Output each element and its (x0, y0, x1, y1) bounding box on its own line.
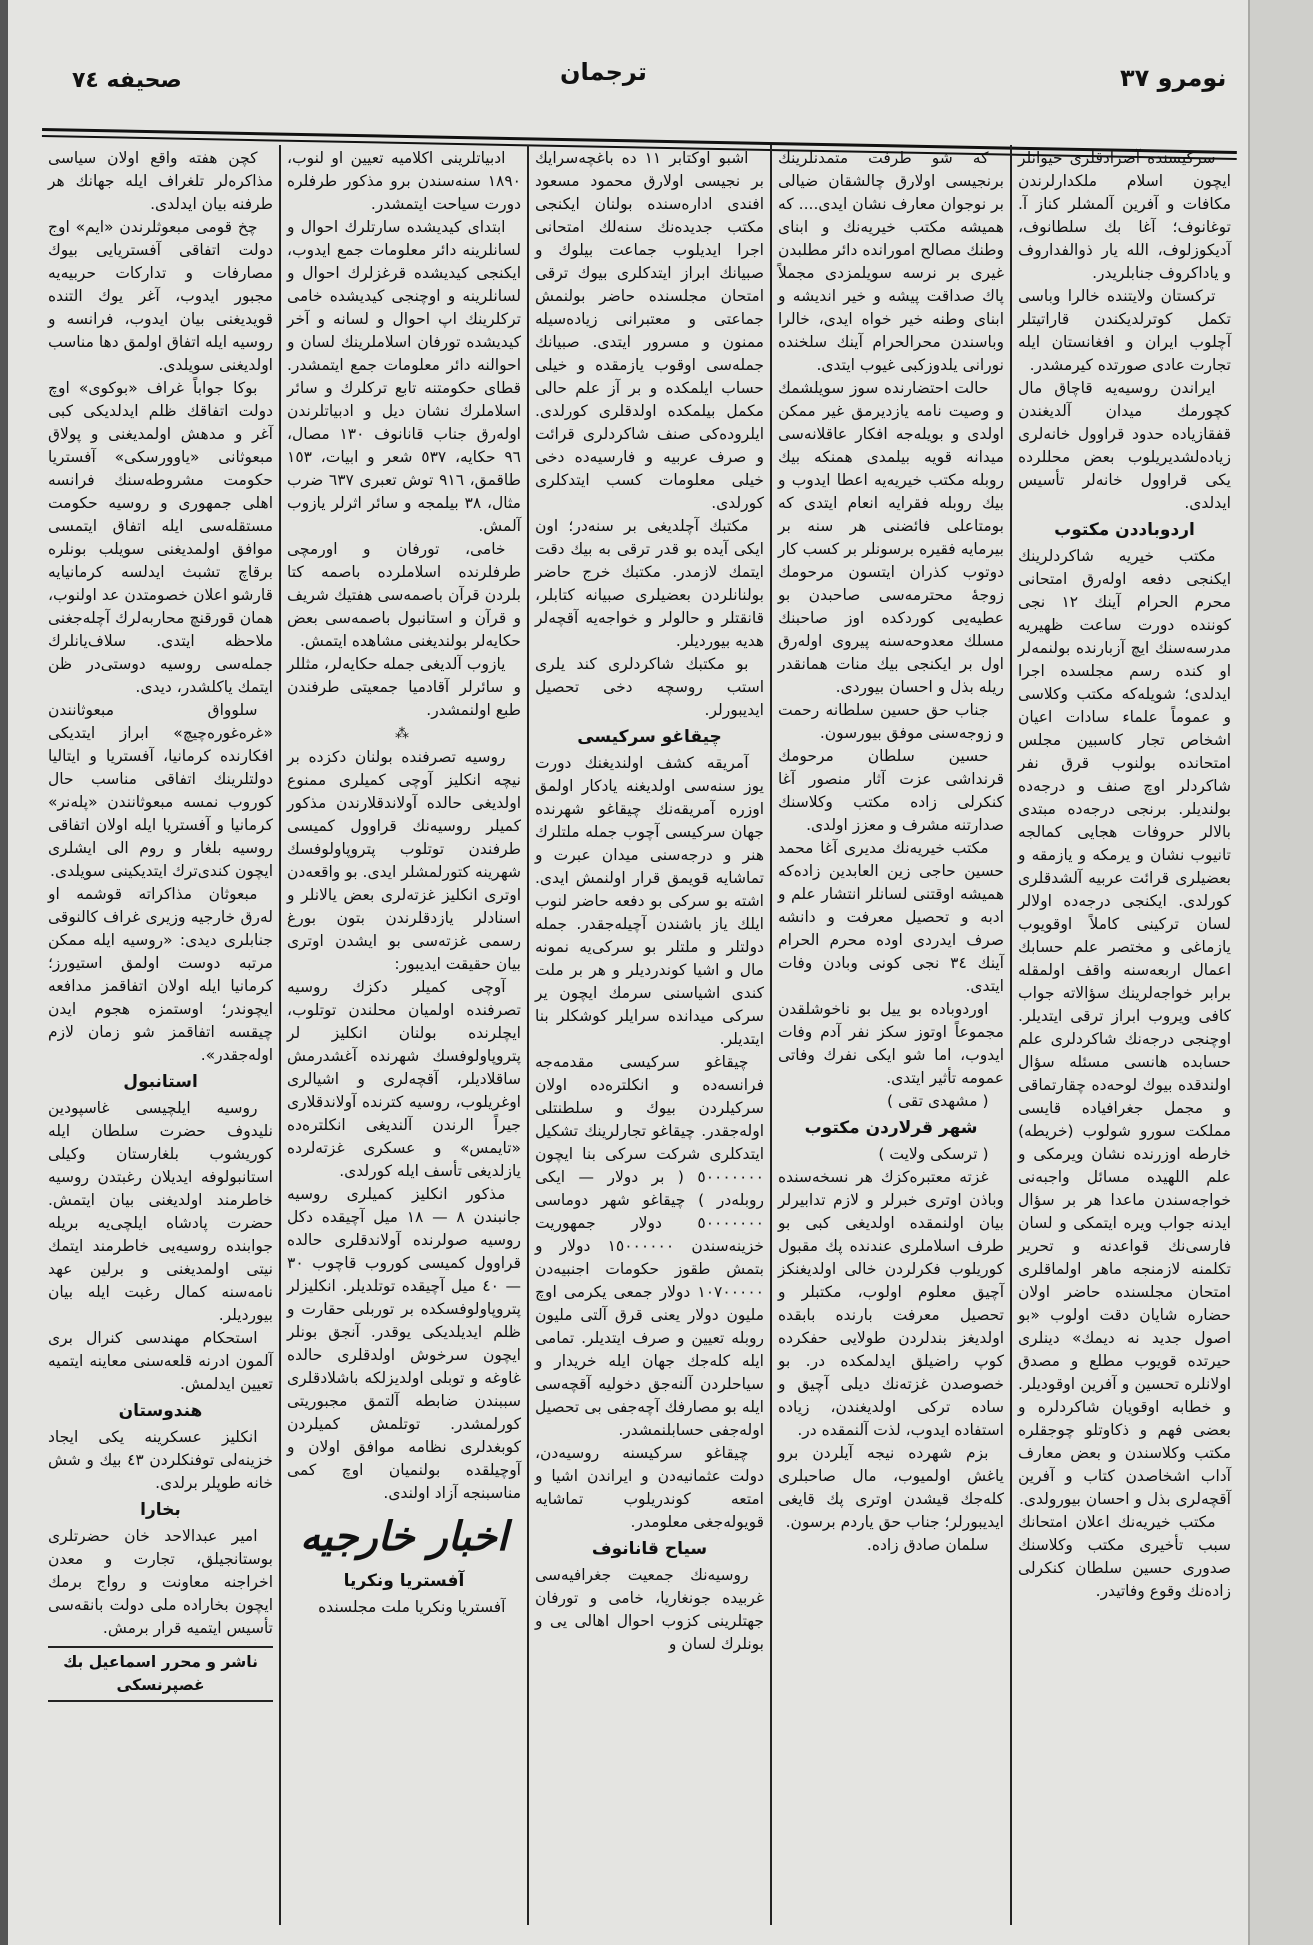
paragraph: بو مکتبك شاکردلری کند یلری استب روسچه دخی تحصیل ایدیبورلر. (535, 655, 764, 719)
column-3 (527, 145, 770, 1925)
paragraph: مکتبك آچلدیغی بر سنه‌در؛ اون ایکی آیده بو قدر ترقی به بیك دقت ایتمك لازمدر. مکتبك خرج حاضر بولنانلردن بعضیلری صبیانه کتابلر، قانقتلر و حالولر و خواجه‌یه آقچه‌لر هدیه بیوردیلر. (535, 517, 764, 650)
paragraph: آمریقه کشف اولندیغنك دورت یوز سنه‌سی اولدیغنه یادکار اولمق اوزره آمریقه‌نك چیقاغو شهرنده جهان سرکیسی آچوب جمله ملتلرك هنر و درجه‌سنی میدان عبرت و تماشایه قویمق قرار اولنمش ایدی. اشته بو سرکی بو دفعه حاضر لنوب ایلك یاز باشندن آچیله‌جقدر. جمله دولتلر و ملتلر بو سرکی‌یه نمونه مال و اشیا کوندردیلر و هر بر ملت کندی اشیاسنی سرمك ایچون یر سرکی میدانده سرایلر کوشکلر بنا ایتدیلر. (535, 754, 764, 1048)
paragraph: ادبیاتلرینی اکلامیه تعیین او لنوب، ١٨٩٠ سنه‌سندن برو مذکور طرفلره دورت سیاحت ایتمشدر. (287, 149, 521, 213)
paragraph: روسیه ایلچیسی غاسپودین نلیدوف حضرت سلطان ایله کوریشوب بلغارستان وکیلی استانبولوفه ایدیلان رغبتدن روسیه خاطرمند اولدیغنی بیان ایتمش. حضرت پادشاه ایلچی‌یه بریله جوابنده روسیه‌یی خاطرمند ایتمك نیتی اولمدیغنی و برلین عهد نامه‌سنه کمال رغبت ایله بیان بیوردیلر. (48, 1099, 273, 1324)
page-number: صحیفه ٧٤ (72, 68, 182, 93)
section-heading: هندوستان (118, 1401, 203, 1421)
section-heading: بخارا (140, 1500, 181, 1520)
section-heading: استانبول (123, 1072, 198, 1092)
paragraph: اشبو اوکتابر ١١ ده باغچه‌سرایك بر نجیسی اولارق محمود مسعود افندی اداره‌سنده بولنان ایکنجی مکتب جدیده‌نك سنه‌لك امتحانی اجرا ایدیلوب جماعت بیلوك و صبیانك ابراز ایتدکلری بیوك ترقی امتحان مجلسنده حاضر بولنمش جماعتی و معتبرانی زیاده‌سیله ممنون و مسرور ایتدی. صبیانك جمله‌سی اوقوب یازمقده و خیلی حساب ایلمکده و بر آز علم حالی مکمل بیلمکده اولدقلری کورلدی. ایلروده‌کی صنف شاکردلری قرائت و صرف عربیه و فارسیه‌ده دخی خیلی معلومات کسب ایتدکلری کورلدی. (535, 149, 764, 512)
paragraph: مکتب خیریه‌نك اعلان امتحانك سبب تأخیری مکتب وکلاسنك صدوری حسین سلطان کنکرلی زاده‌نك وقوع وفاتیدر. (1018, 1513, 1231, 1600)
paragraph: مکتب خیریه شاکردلرینك ایکنجی دفعه اوله‌رق امتحانی محرم الحرام آینك ١٢ نجی کوننده دورت ساعت ظهیریه مدرسه‌سنك ایچ آزبارنده بولنمه‌لر او کنده رسم مجلسده اجرا ایدلدی؛ شویله‌که مکتب وکلاسی و عموماً علماء سادات اعیان اشخاص تجار کاسبین مجلس امتحانده بولنوب قرق نفر شاکردلر اوچ صنف و درجه‌ده بولندیلر. برنجی درجه‌ده مبتدی بالالر حروفات هجایی کمالجه تانیوب نشان و یرمکه و یازمقه و بعضیلری قرائت عربیه آلشدقلری کورلدی. ایکنجی درجه‌ده اولالر لسان ترکینی کاملاً اوقویوب یازماغی و مختصر علم حسابك اعمال اربعه‌سنه واقف اولمقله برابر خواجه‌لرینك سؤالاته جواب کافی ویروب ابراز ترقی ایتدیلر. اوچنجی درجه‌نك شاکردلری علم حسابده هانسی مسئله سؤال اولندقده بیوك لوحه‌ده چقارتماقی و مجمل جغرافیاده قایسی مملکت سورو شولوب (خریطه) خارطه اوزرنده نشان ویرمکی و علم اللهیده مسائل واجبه‌نی خواجه‌سندن ماعدا هر بر سؤال ایدنه جواب ویره ایتمکی و لسان فارسی‌نك قواعدنه و تحریر تکلمنه لازمنجه ماهر اولماقلری امتحان مجلسنده حاضر اولان حضاره شایان دقت اولوب «بو اصول جدید نه دیمك» دینلری حیرتده قویوب مطلع و مصدق اولانلره تحسین و آفرین اوقودیلر. و خطابه اوقویان شاکردلره و بعضی فهم و ذکاوتلو چوجقلره مکتب وکلاسندن و بعض معارف آداب اشخاصدن کتاب و آفرین آقچه‌لری بذل و احسان بیورولدی. (1018, 547, 1231, 1508)
paragraph: مبعوثان مذاکراته قوشمه او له‌رق خارجیه وزیری غراف کالنوقی جنابلری دیدی: «روسیه ایله ممکن مرتبه دوست اولمق استیورز؛ کرمانیا ایله اولان اتفاقمز مدافعه ایچوندر؛ اوستمزه هجوم ایدن چیقسه اتفاقمز شو زمان لازم اوله‌جقدر». (48, 885, 273, 1064)
column-2 (770, 145, 1010, 1925)
paragraph: کچن هفته واقع اولان سیاسی مذاکره‌لر تلغراف ایله جهانك هر طرفنه بیان ایدلدی. (48, 149, 273, 213)
section-heading: آفستریا ونکریا (343, 1571, 465, 1591)
paragraph: یازوب آلدیغی جمله حکایه‌لر، مثللر و سائرلر آقادمیا جمعیتی طرفندن طبع اولنمشدر. (287, 655, 521, 719)
paragraph: سلوواق مبعوثانندن «غره‌غوره‌چیچ» ابراز ایتدیکی افکارنده کرمانیا، آفستریا و ایتالیا دولتلرینك اتفاقی مناسب حال کوروب نمسه مبعوثانندن «پله‌نر» کرمانیا و آفستریا ایله اولان اتفاقی روسیه بلغار و روم الی ایشلری ایچون کندی‌ترك ایتدیکینی سویلدی. (48, 701, 273, 880)
paragraph: بزم شهرده نیجه آیلردن برو یاغش اولمیوب، مال صاحبلری کله‌جك قیشدن اوتری پك قایغی ایدیبورلر؛ جناب حق یاردم برسون. (778, 1444, 1004, 1531)
paragraph: مکتب خیریه‌نك مدیری آغا محمد حسین حاجی زین العابدین زاده‌که همیشه اوقتنی لسانلر انتشار علم و ادبه و تحصیل معرفت و دانشه صرف ایدردی اوده محرم الحرام آینك ٣٤ نجی کونی وبادن وفات ایتدی. (778, 839, 1004, 995)
section-heading: شهر قرلاردن مکتوب (804, 1118, 978, 1138)
paragraph: که شو طرفت متمدنلرینك برنجیسی اولارق چالشقان ضیالی بر نوجوان معارف نشان ایدی.... که همیشه مکتب خیریه‌نك و ابنای وطنك مصالح امورانده دائر مطلبدن غیری بر نرسه سویلمزدی مجملاً پاك صداقت پیشه و خیر اندیشه و ابنای وطنه خیر خواه ایدی، خالرا وباسندن محرالحرام آینك سلخنده نورانی یلدوزکبی غیوب ایتدی. (778, 149, 1004, 374)
paragraph: بوکا جواباً غراف «بوکوی» اوچ دولت اتفاقك ظلم ایدلدیکی کبی آغر و مدهش اولمدیغنی و پولاق مبعوثانی «یاوورسکی» آفستریا حکومت مشروطه‌سنك فرانسه اهلی جمهوری و روسیه حکومت مستقله‌سی ایله اتفاق ایتمسی موافق اولمدیغنی سویلب بونلره برقاچ تشبث ایدلسه کرمانیایه قارشو اعلان خصومتدن عد اولنوب، همان قورقنچ محاربه‌لرك آچله‌جغنی ملاحظه ایتدی. سلاف‌یانلرك جمله‌سی روسیه دوستی‌در ظن ایتمك یاکلشدر، دیدی. (48, 379, 273, 696)
section-heading: چیقاغو سرکیسی (577, 727, 722, 747)
paragraph: جناب حق حسین سلطانه رحمت و زوجه‌سنی موفق بیورسون. (778, 701, 1004, 742)
paragraph: حسین سلطان مرحومك قرنداشی عزت آثار منصور آغا کنکرلی زاده مکتب وکلاسنك صدارتنه مشرف و معزز اولدی. (778, 747, 1004, 834)
paragraph: آوچی کمیلر دکزك روسیه تصرفنده اولمیان محلندن توتلوب، ایچلرنده بولنان انکلیز لر پتروپاولوفسك شهرنده آغشدرمش ساقلادیلر، آقچه‌لری و اشیالری اوغریلوب، روسیه کترنده آولاندقلاری جیراً الرندن آلندیغی انکلتره‌ده «تایمس» و عسکری غزته‌لرده یازلدیغی تأسف ایله کورلدی. (287, 978, 521, 1180)
section-heading: اخبار خارجیه (300, 1513, 508, 1560)
section-heading: سیاح قانانوف (591, 1539, 708, 1559)
paragraph: خامی، تورفان و اورمچی طرفلرنده اسلاملرده باصمه کتا بلردن قرآن باصمه‌سی هفتیك شریف و قرآن و استانبول باصمه‌سی بعض حکایه‌لر بولندیغنی مشاهده ایتمش. (287, 540, 521, 650)
separator: ⁂ (395, 726, 413, 742)
paragraph: انکلیز عسکرینه یکی ایجاد خزینه‌لی توفنکلردن ٤٣ بیك و شش خانه طوپلر برلدی. (48, 1428, 273, 1492)
paragraph: امیر عبدالاحد خان حضرتلری بوستانجیلق، تجارت و معدن اخراجنه معاونت و رواج برمك ایچون بخاراده ملی دولت بانقه‌سی تأسیس ایتمیه قرار برمش. (48, 1527, 273, 1637)
paragraph: حالت احتضارنده سوز سویلشمك و وصیت نامه یازدیرمق غیر ممکن اولدی و بویله‌جه افکار عاقلانه‌سی میدانه قویه بیلمدی همنکه بیك روبله مکتب خیریه‌یه اعطا ایدوب و بیك روبله فقرایه انعام ایتدی که بومتاعلی فائضنی هر سنه بر بیرمایه فقیره برسونلر بر کسب کار دوتوب کذران ایتسون مرحومك زوجهٔ محترمه‌سی صاحبدن بو عطیه‌یی کوردکده اوز صاحبنك مسلك معدوحه‌سنه پیروی اوله‌رق اول بر ایکنجی بیك منات همانقدر ریله بذل و احسان بیوردی. (778, 379, 1004, 696)
issue-number: نومرو ٣٧ (1120, 64, 1227, 92)
publisher-signature: ناشر و محرر اسماعیل بك غصپرنسکی (48, 1646, 273, 1702)
paragraph: روسیه‌نك جمعیت جغرافیه‌سی غربیده جونغاریا، خامی و تورفان جهتلرینی کزوب احوال اهالی یی و بونلرك لسان و (535, 1566, 764, 1653)
paragraph: چیقاغو سرکیسنه روسیه‌دن، دولت عثمانیه‌دن و ایراندن اشیا و امتعه کوندریلوب تماشایه قویوله‌جغی معلومدر. (535, 1444, 764, 1531)
paragraph: روسیه تصرفنده بولنان دکزده بر نیچه انکلیز آوچی کمیلری ممنوع اولدیغی حالده آولاندقلارندن مذکور کمیلر روسیه‌نك قراوول کمیسی طرفندن توتلوب پتروپاولوفسك شهرینه کتورلمشلر ایدی. بو واقعه‌دن اوتری انکلیز غزته‌لری بعض یالانلر و اسنادلر یازدقلرندن بتون بورغ رسمی غزته‌سی بو ایشدن اوتری بیان حقیقت ایدیبور: (287, 748, 521, 973)
newspaper-title: ترجمان (560, 58, 647, 86)
section-heading: اردوباددن مکتوب (1054, 520, 1195, 540)
paragraph: سرکیسنده آصرادقلری حیوانلر ایچون اسلام ملکدارلرندن مکافات و آفرین آلمشلر کناز آ. توغانوف؛ آغا بك سلطانوف، آدیکوزلوف، الله یار ذوالفداروف و یاداکروف جنابلریدر. (1018, 149, 1231, 282)
paragraph: آفستریا ونکریا ملت مجلسنده (318, 1598, 506, 1616)
paragraph: چخ قومی مبعوثلرندن «ایم» اوج دولت اتفاقی آفستریایی بیوك مصارفات و تدارکات حربیه‌یه مجبور ایدوب، آغر یوك التنده قویدیغنی بیان ایدوب، فرانسه و روسیه ایله اتفاق اولمق دها مناسب اولدیغنی سویلدی. (48, 218, 273, 374)
paragraph: اوردوباده بو ییل بو ناخوشلقدن مجموعاً اوتوز سکز نفر آدم وفات ایدوب، اما شو ایکی نفرك وفاتی عمومه تأثیر ایتدی. (778, 1000, 1004, 1087)
paragraph: غزته معتبره‌کزك هر نسخه‌سنده وباذن اوتری خبرلر و لازم تدابیرلر بیان اولنمقده اولدیغی کبی بو طرف اسلاملری عندنده پك مقبول کوریلوب فکرلردن خالی اولدیغنکز آچیق معلوم اولوب، مکتبلر و تحصیل معرفت بارنده بابقده اولدیغز بندلردن طولایی حفکرده کوپ راضیلق ایدلمکده در. بو خصوصدن غزته‌نك دیلی آچیق و ساده ترکی اولدیغندن، زیاده استفاده ایدوب، لذت آلنمقده در. (778, 1168, 1004, 1439)
article-columns (42, 145, 1237, 1925)
paragraph: مذکور انکلیز کمیلری روسیه جانبندن ٨ — ١٨ میل آچیقده دکل روسیه صولرنده آولاندقلری حالده قراوول کمیسی کوروب قاچوب ٣٠ — ٤٠ میل آچیقده توتلدیلر. انکلیزلر پتروپاولوفسکده بر توربلی حقارت و ظلم ایدیلدیکی یوقدر. آنجق بونلر ایچون سرخوش اولدقلری حالده غاوغه و توبلی اولدیزلکه باشلادقلری سببندن ضابطه آلتمق مجبوریتی کورلمشدر. توتلمش کمیلردن کوبغدلری نظامه موافق اولان و آوچیلقده بولنمیان اوچ کمی مناسبنجه آزاد اولندی. (287, 1185, 522, 1502)
paragraph: استحکام مهندسی کنرال بری آلمون ادرنه قلعه‌سنی معاینه ایتمیه تعیین ایدلمش. (48, 1329, 273, 1393)
column-5 (42, 145, 279, 1925)
column-1 (1010, 145, 1237, 1925)
paragraph: ( مشهدی تقی ) (887, 1092, 989, 1110)
paragraph: ابتدای کیدیشده سارتلرك احوال و لسانلرینه دائر معلومات جمع ایدوب، ایکنجی کیدیشده قرغزلرك احوال و لسانلرینه و اوچنجی کیدیشده خامی ترکلرینك اپ احوال و لسانه و آخر کیدیشده تورفان اسلاملرینك لسان و احوالنه دائر معلومات جمع ایتمشدر. قطای حکومتنه تابع ترکلرك و سائر اسلاملرك نشان دیل و ادبیاتلرندن اوله‌رق جناب قانانوف ١٣٠ مصال، ٩٦ حکایه، ٥٣٧ شعر و ابیات، ١٥٣ طاقمق، ٩١٦ توش تعبری ٦٣٧ ضرب مثال، ٣٨ بیلمجه و سائر اثرلر یازوب آلمش. (287, 218, 521, 535)
paragraph: چیقاغو سرکیسی مقدمه‌جه فرانسه‌ده و انکلتره‌ده اولان سرکیلردن بیوك و سلطنتلی اوله‌جقدر. چیقاغو تجارلرینك تشکیل ایتدکلری شرکت سرکی بنا ایچون ٥٠٠٠٠٠٠٠ ( بر دولار — ایکی روبله‌در ) چیقاغو شهر دوماسی ٥٠٠٠٠٠٠٠ دولار جمهوریت خزینه‌سندن ١٥٠٠٠٠٠٠ دولار و بتمش طقوز حکومات اجنبیه‌دن ١٠٧٠٠٠٠٠ دولار جمعی یکرمی اوچ ملیون دولار یعنی قرق آلتی ملیون روبله تعیین و صرف ایتدیلر. تمامی ایله کله‌جك جهان ایله خریدار و سیاحلردن آلنه‌جق دخولیه آقچه‌سی ایله بو مصارفك آچه‌جفی بی تحصیل اوله‌جفی حسابلنمشدر. (535, 1053, 764, 1439)
paragraph: ترکستان ولایتنده خالرا وبا‌سی تکمل کوترلدیکندن قاراتیتلر آچلوب ایران و افغانستان ایله تجارت عادی صورتده کیرمشدر. (1018, 287, 1231, 374)
paragraph: ایراندن روسیه‌یه قاچاق مال کچورمك میدان آلدیغندن قفقازیاده حدود قراوول خانه‌لری زیاده‌لشدیریلوب بعض محللرده یکی قراوول خانه‌لر تأسیس ایدلدی. (1018, 379, 1231, 512)
paragraph: سلمان صادق زاده. (866, 1536, 989, 1554)
scan-right-margin (1248, 0, 1313, 1945)
column-4 (279, 145, 527, 1925)
paragraph: ( ترسکی ولایت ) (878, 1145, 989, 1163)
